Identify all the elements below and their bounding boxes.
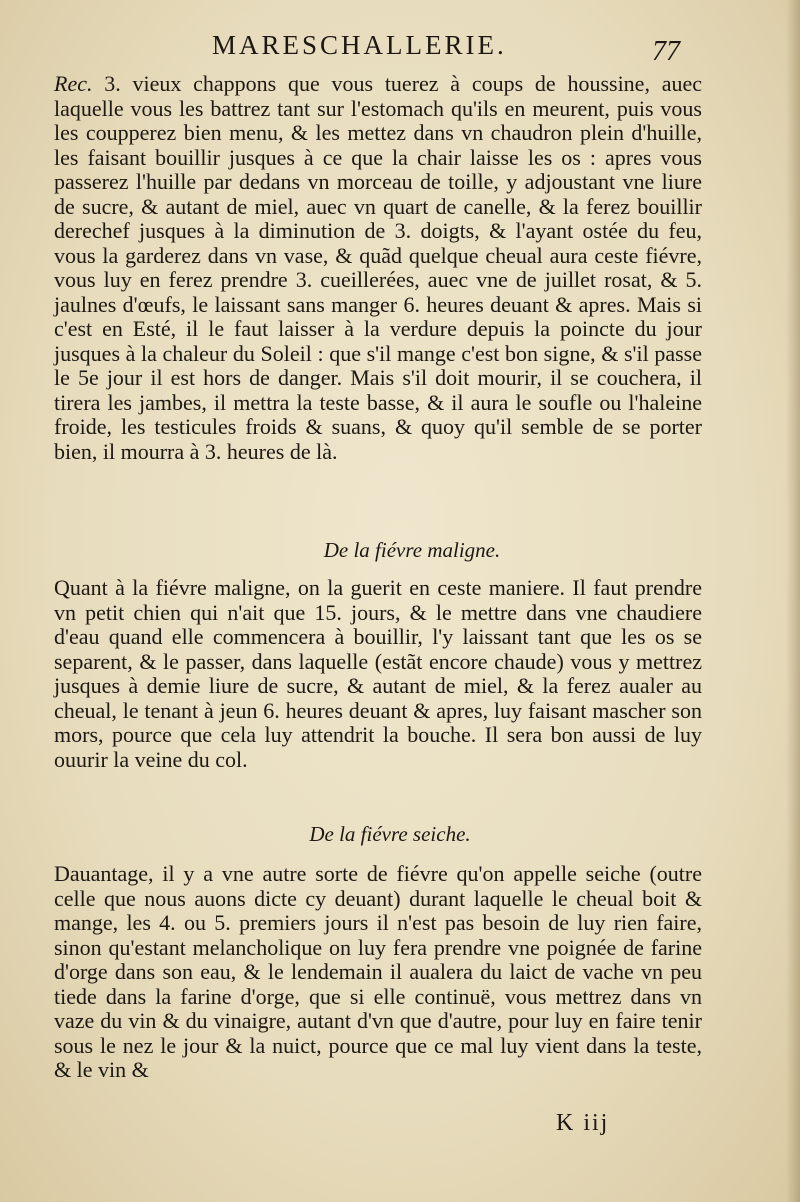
- signature-mark: K iij: [556, 1110, 610, 1136]
- paragraph-fievre-maligne: Quant à la fiévre maligne, on la guerit en ceste maniere. Il faut prendre vn petit chien qui n'ait que 15. jours, & le mettre dans vne chaudiere d'eau quand elle commencera à bouillir, l'y laissant tant que les os se separent, & le passer, dans laquelle (estãt encore chaude) vous y mettrez jusques à demie liure de sucre, & autant de miel, & la ferez aualer au cheual, le tenant à jeun 6. heures deuant & apres, luy faisant mascher son mors, pource que cela luy attendrit la bouche. Il sera bon aussi de luy ouurir la veine du col.: [54, 575, 702, 772]
- page-number: 77: [652, 36, 680, 67]
- paragraph-recipe-text: 3. vieux chappons que vous tuerez à coups de houssine, auec laquelle vous les battrez tant sur l'estomach qu'ils en meurent, puis vous les coupperez bien menu, & les mettez dans vn chaudron plein d'huille, les faisant bouillir jusques à ce que la chair laisse les os : apres vous passerez l'huille par dedans vn morceau de toille, y adjoustant vne liure de sucre, & autant de miel, auec vn quart de canelle, & la ferez bouillir derechef jusques à la diminution de 3. doigts, & l'ayant ostée du feu, vous la garderez dans vn vase, & quãd quelque cheual aura ceste fiévre, vous luy en ferez prendre 3. cueillerées, auec vne de juillet rosat, & 5. jaulnes d'œufs, le laissant sans manger 6. heures deuant & apres. Mais si c'est en Esté, il le faut laisser à la verdure depuis la poincte du jour jusques à la chaleur du Soleil : que s'il mange c'est bon signe, & s'il passe le 5e jour il est hors de danger. Mais s'il doit mourir, il se couchera, il tirera les jambes, il mettra la teste basse, & il aura le soufle ou l'haleine froide, les testicules froids & suans, & quoy qu'il semble de se porter bien, il mourra à 3. heures de là.: [54, 71, 702, 464]
- section-heading-fievre-seiche: De la fiévre seiche.: [309, 822, 471, 846]
- page-edge-shadow: [786, 0, 800, 1202]
- paragraph-recipe: [54, 72, 702, 464]
- recipe-abbreviation: Rec.: [54, 71, 93, 96]
- paragraph-fievre-seiche: Dauantage, il y a vne autre sorte de fiévre qu'on appelle seiche (outre celle que nous auons dicte cy deuant) durant laquelle le cheual boit & mange, les 4. ou 5. premiers jours il n'est pas besoin de luy rien faire, sinon qu'estant melancholique on luy fera prendre vne poignée de farine d'orge dans son eau, & le lendemain il aualera du laict de vache vn peu tiede dans la farine d'orge, que si elle continuë, vous mettrez dans vn vaze du vin & du vinaigre, autant d'vn que d'autre, pour luy en faire tenir sous le nez le jour & la nuict, pource que ce mal luy vient dans la teste, & le vin &: [54, 861, 702, 1082]
- running-title: MARESCHALLERIE.: [212, 30, 507, 60]
- section-heading-fievre-maligne: De la fiévre maligne.: [323, 538, 501, 562]
- page-header: [0, 28, 800, 72]
